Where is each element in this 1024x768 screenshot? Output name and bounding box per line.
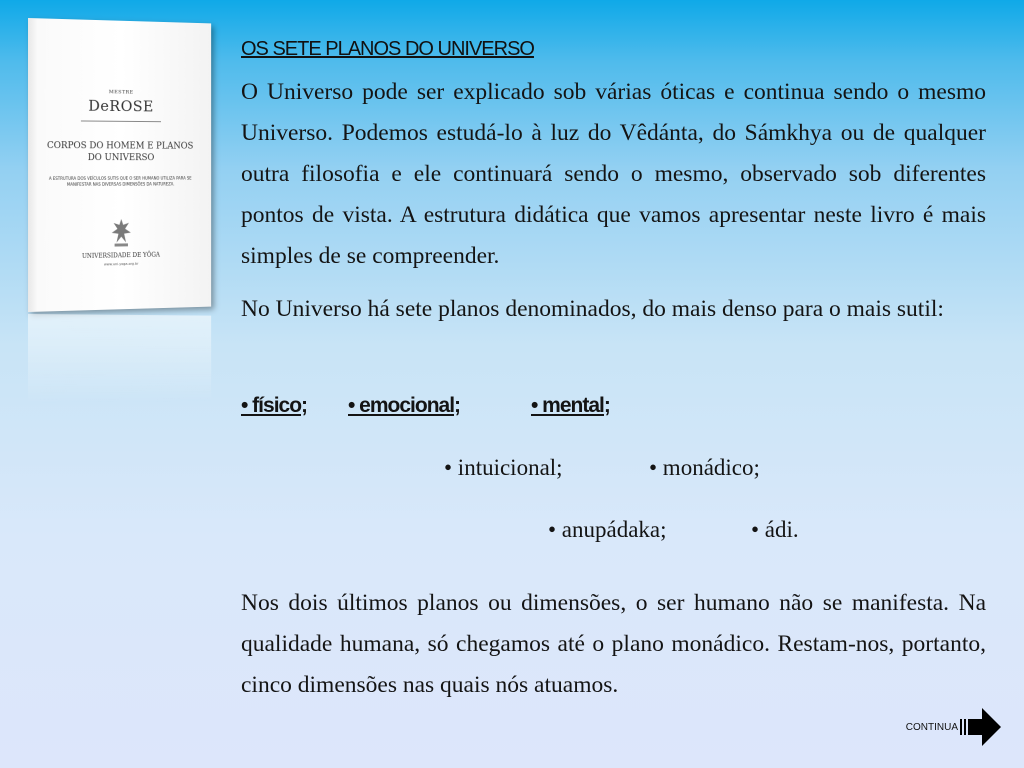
book-title: CORPOS DO HOMEM E PLANOS DO UNIVERSO [47,141,194,164]
plane-adi: • ádi. [751,517,799,542]
paragraph-conclusion: Nos dois últimos planos ou dimensões, o ser humano não se manifesta. Na qualidade humana, só chegamos até o plano monádico. Restam-nos, portanto, cinco dimensões nas quais nós atuamos. [241,590,986,698]
plane-anupadaka: • anupádaka; [548,517,667,542]
book-series: MESTRE [108,89,134,96]
book-subtitle: A ESTRUTURA DOS VEÍCULOS SUTIS QUE O SER HUMANO UTILIZA PARA SE MANIFESTAR NAS DIVERSAS DIMENSÕES DA NATUREZA. [48,175,192,187]
arrow-right-icon [960,706,1002,748]
plane-monadico: • monádico; [649,455,760,480]
plane-mental: • mental; [531,394,610,417]
page-title: OS SETE PLANOS DO UNIVERSO [241,38,534,60]
emblem-icon [110,217,133,249]
paragraph-intro: O Universo pode ser explicado sob várias óticas e continua sendo o mesmo Universo. Podemos estudá-lo à luz do Vêdánta, do Sámkhya ou de qualquer outra filosofia e ele continuará sendo o mesmo, observado sob diferentes pontos de vista. A estrutura didática que vamos apresentar neste livro é mais simples de se compreender. [241,79,986,269]
continue-button[interactable] [906,706,1002,748]
continue-label: CONTINUA [905,721,958,733]
paragraph-planes-intro: No Universo há sete planos denominados, do mais denso para o mais sutil: [241,296,944,322]
book-author: DeROSE [88,96,154,116]
book-publisher-info: www.uni-yoga.org.br [103,261,139,267]
book-cover-image [28,18,211,312]
book-publisher: UNIVERSIDADE DE YÔGA [81,251,160,260]
book-reflection [28,314,211,404]
plane-fisico: • físico; [241,394,308,417]
plane-intuicional: • intuicional; [444,455,563,480]
plane-emocional: • emocional; [348,394,461,417]
book-divider [81,120,161,122]
